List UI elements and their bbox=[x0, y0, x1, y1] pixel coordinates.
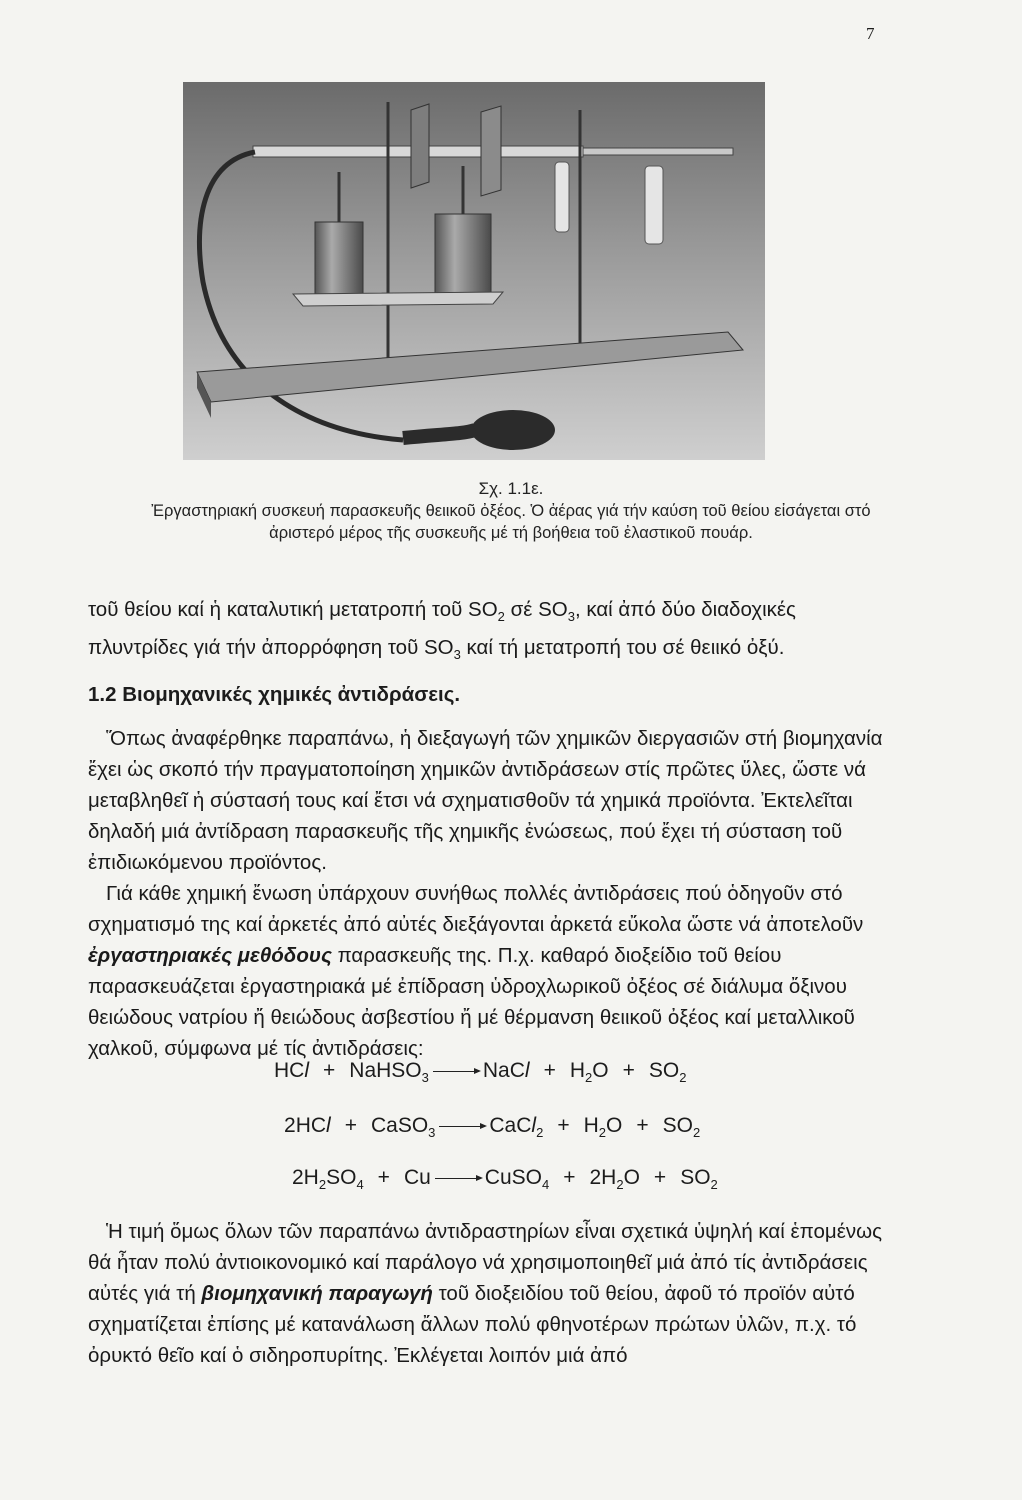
intro-line-1: τοῦ θείου καί ἡ καταλυτική μετατροπή τοῦ $SO_2$ σέ $SO_3$, καί ἀπό δύο διαδοχικές bbox=[88, 598, 796, 625]
caption-line-2: ἀριστερό μέρος τῆς συσκευῆς μέ τή βοήθεια τοῦ ἐλαστικοῦ πουάρ. bbox=[269, 524, 753, 542]
intro-line-2: πλυντρίδες γιά τήν ἀπορρόφηση τοῦ $SO_3$ καί τή μετατροπή του σέ θειικό ὀξύ. bbox=[88, 636, 785, 663]
figure-caption bbox=[0, 478, 1022, 544]
reaction-arrow bbox=[433, 1071, 479, 1072]
apparatus-photo bbox=[183, 82, 765, 460]
section-title: Βιομηχανικές χημικές ἀντιδράσεις. bbox=[122, 683, 461, 706]
paragraph-1-text: Ὅπως ἀναφέρθηκε παραπάνω, ἡ διεξαγωγή τῶν χημικῶν διεργασιῶν στή βιομηχανία ἔχει ὡς σκοπό τήν πραγματοποίηση χημικῶν ἀντιδράσεων στίς πρῶτες ὕλες, ὥστε νά μεταβληθεῖ ἡ σύστασή τους καί ἔτσι νά σχηματισθοῦν τά χημικά προϊόντα. Ἐκτελεῖται δηλαδή μιά ἀντίδραση παρασκευῆς τῆς χημικῆς ἐνώσεως, πού ἔχει τή σύσταση τοῦ ἐπιδιωκόμενου προϊόντος. bbox=[88, 727, 883, 874]
emphasis-industrial-production: βιομηχανική παραγωγή bbox=[201, 1282, 433, 1305]
equation-1: HCl + NaHSO$_3$ NaCl + $H_2O + SO_2$ bbox=[274, 1059, 687, 1086]
figure-label: Σχ. 1.1ε. bbox=[478, 479, 544, 498]
page-number: 7 bbox=[866, 24, 875, 43]
reaction-arrow bbox=[435, 1178, 481, 1179]
intro-text bbox=[88, 594, 910, 670]
caption-line-1: Ἐργαστηριακή συσκευή παρασκευῆς θειικοῦ ὀξέος. Ὁ ἀέρας γιά τήν καύση τοῦ θείου εἰσάγεται στό bbox=[151, 502, 871, 520]
reaction-arrow bbox=[439, 1126, 485, 1127]
paragraph-3: Ἡ τιμή ὅμως ὅλων τῶν παραπάνω ἀντιδραστηρίων εἶναι σχετικά ὑψηλή καί ἑπομένως θά ἦταν πολύ ἀντιοικονομικό καί παράλογο νά χρησιμοποιηθεῖ μιά ἀπό τίς ἀντιδράσεις αὐτές γιά τή βιομηχανική παραγωγή τοῦ διοξειδίου τοῦ θείου, ἀφοῦ τό προϊόν αὐτό σχηματίζεται ἐπίσης μέ κατανάλωση ἄλλων πολύ φθηνοτέρων πρώτων ὑλῶν, π.χ. τό ὀρυκτό θεῖο καί ὁ σιδηροπυρίτης. Ἐκλέγεται λοιπόν μιά ἀπό bbox=[88, 1220, 883, 1367]
paragraph-2: Γιά κάθε χημική ἔνωση ὑπάρχουν συνήθως πολλές ἀντιδράσεις πού ὁδηγοῦν στό σχηματισμό της καί ἀρκετές ἀπό αὐτές διεξάγονται ἀρκετά εὔκολα ὥστε νά ἀποτελοῦν ἐργαστηριακές μεθόδους παρασκευῆς της. Π.χ. καθαρό διοξείδιο τοῦ θείου παρασκευάζεται ἐργαστηριακά μέ ἐπίδραση ὑδροχλωρικοῦ ὀξέος σέ διάλυμα ὄξινου θειώδους νατρίου ἤ θειώδους ἀσβεστίου ἤ μέ θέρμανση θειικοῦ ὀξέος καί μεταλλικοῦ χαλκοῦ, σύμφωνα μέ τίς ἀντιδράσεις: bbox=[88, 882, 864, 1060]
equation-3: $2H_2SO_4 + Cu$ CuSO$_4$ + $2H_2O + SO_2$ bbox=[292, 1166, 718, 1193]
equation-2: 2HCl + CaSO$_3$ CaCl$_2$ + $H_2O + SO_2$ bbox=[284, 1114, 701, 1141]
section-number: 1.2 bbox=[88, 683, 117, 706]
emphasis-lab-methods: ἐργαστηριακές μεθόδους bbox=[88, 944, 332, 967]
section-heading bbox=[88, 683, 460, 707]
paragraph-1 bbox=[88, 723, 910, 878]
